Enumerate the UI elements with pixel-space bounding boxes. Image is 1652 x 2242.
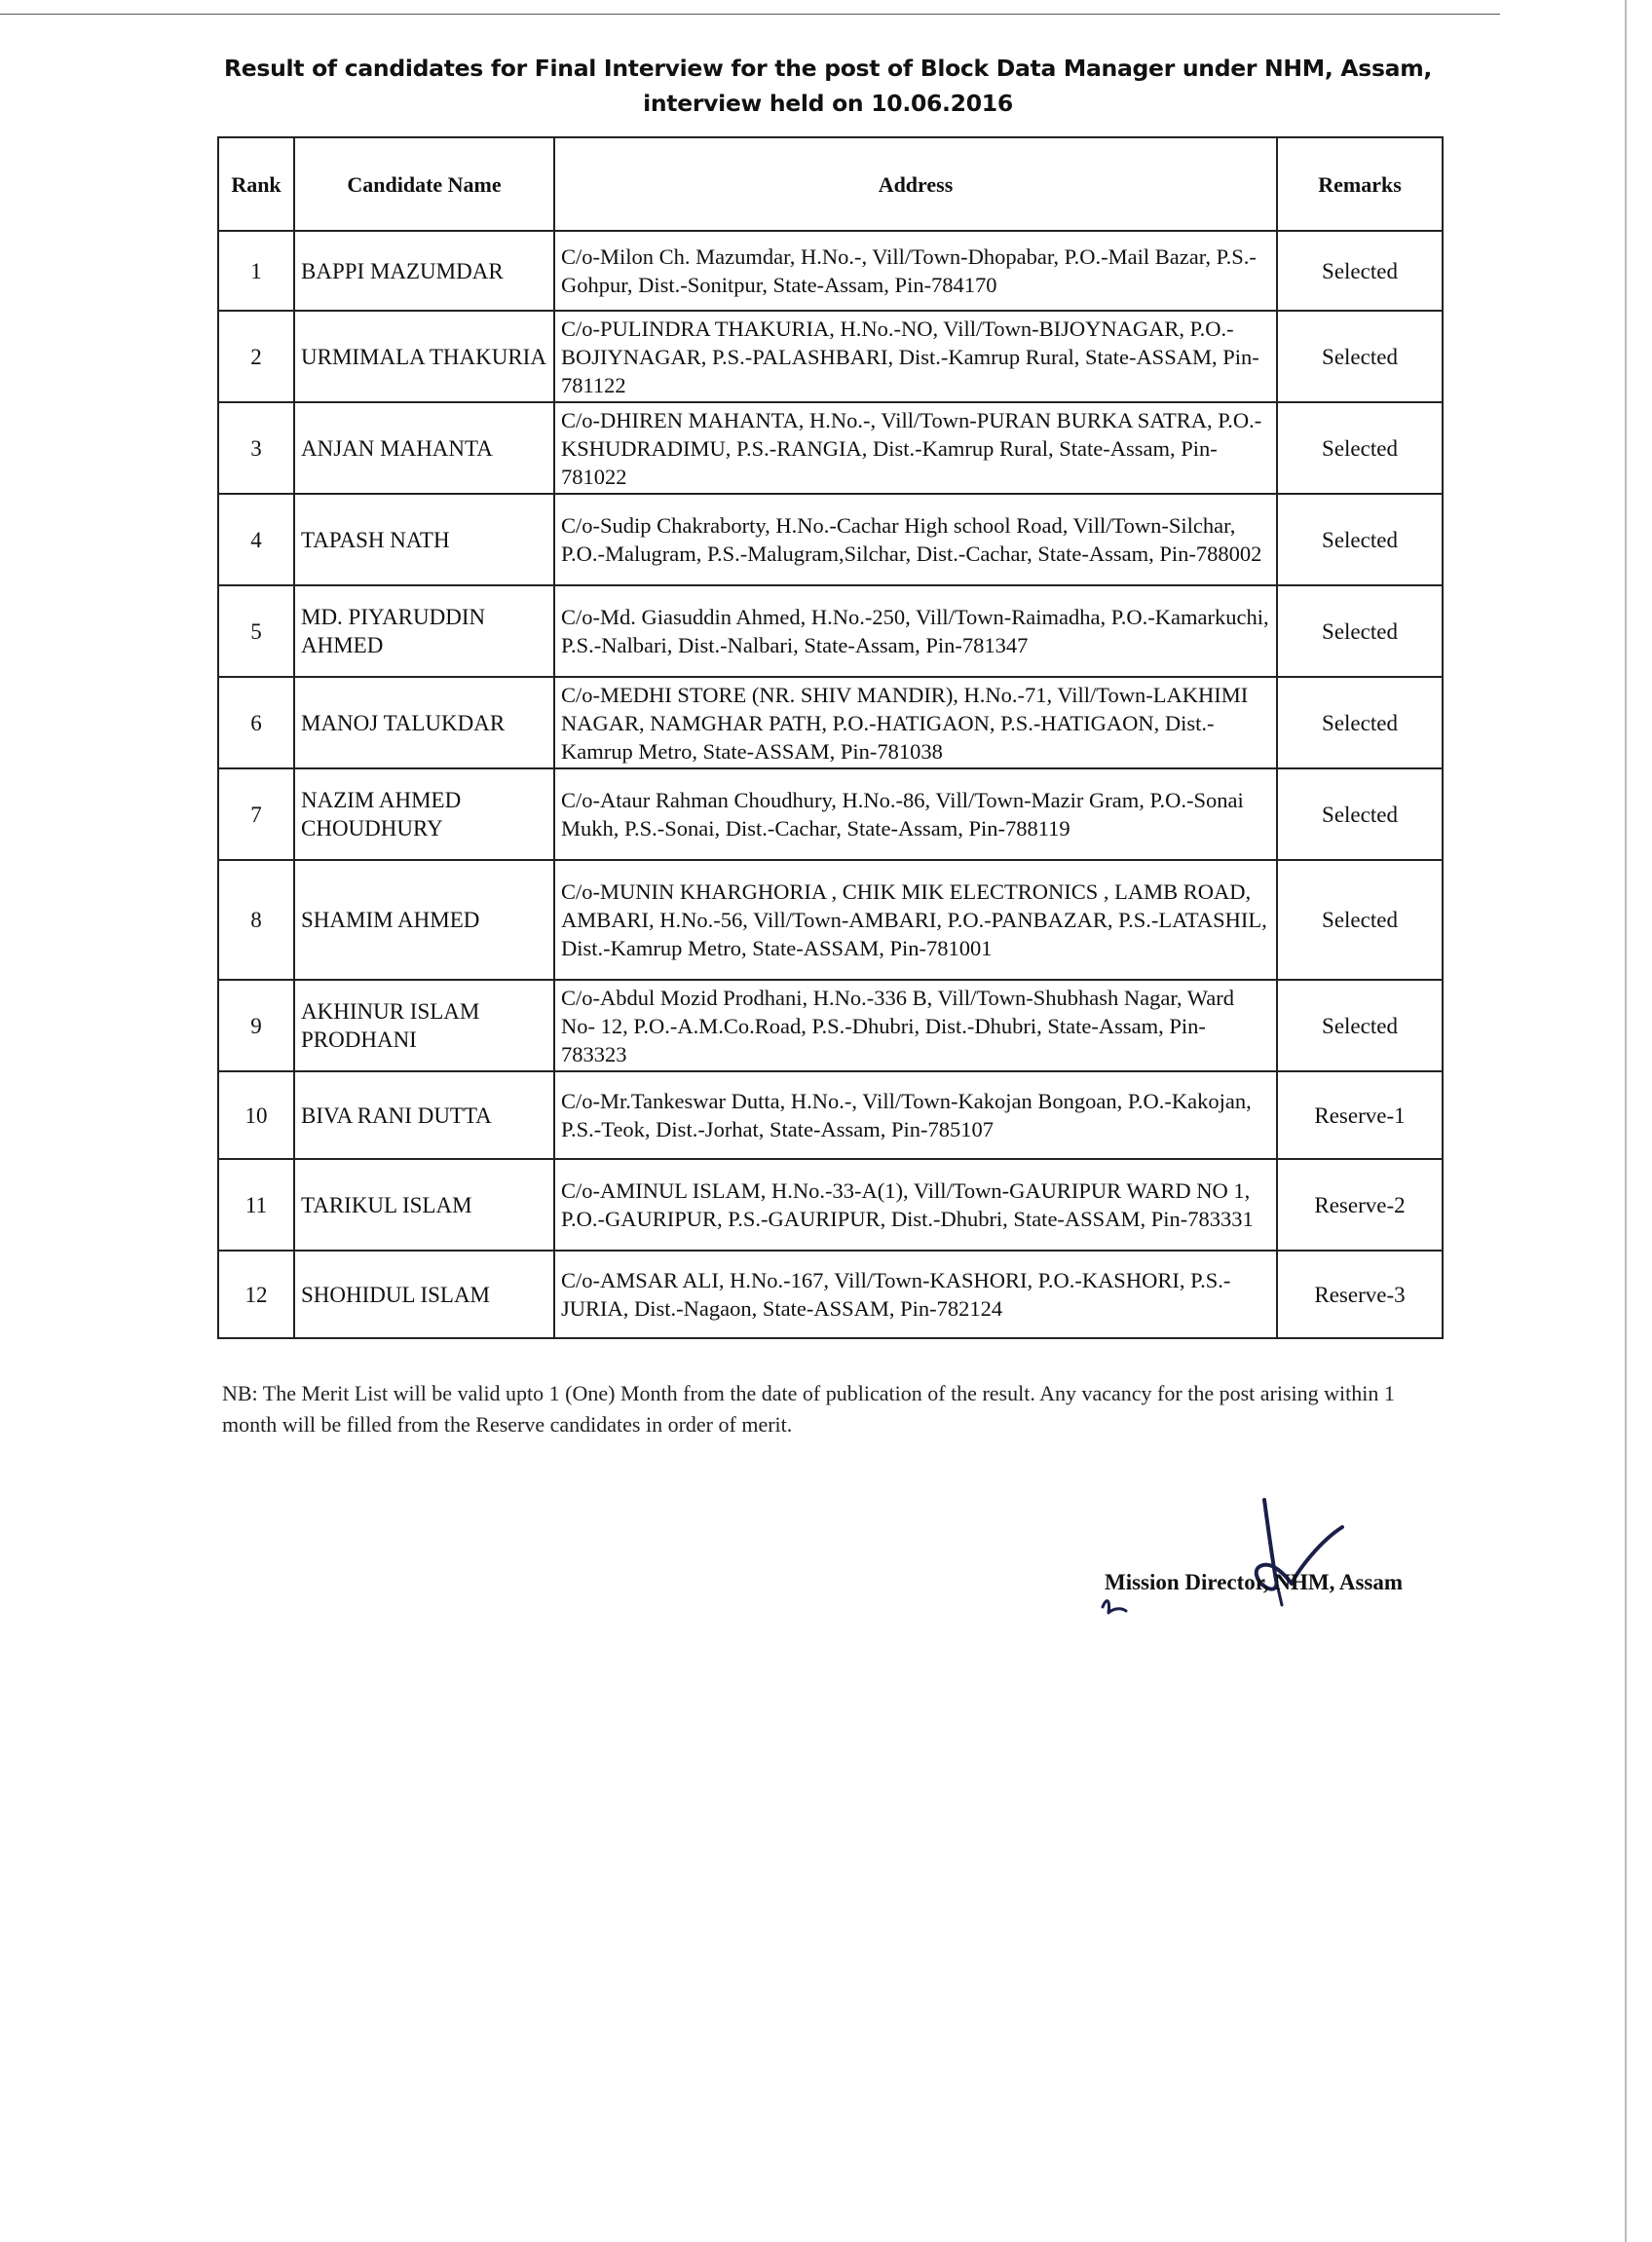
remarks-cell: Reserve-3	[1277, 1251, 1443, 1338]
rank-cell: 3	[218, 402, 294, 494]
address-cell: C/o-Mr.Tankeswar Dutta, H.No.-, Vill/Town-Kakojan Bongoan, P.O.-Kakojan, P.S.-Teok, Dist.-Jorhat, State-Assam, Pin-785107	[554, 1071, 1277, 1159]
table-header-row	[218, 137, 1443, 231]
remarks-cell: Selected	[1277, 980, 1443, 1071]
address-cell: C/o-MEDHI STORE (NR. SHIV MANDIR), H.No.-71, Vill/Town-LAKHIMI NAGAR, NAMGHAR PATH, P.O.-HATIGAON, P.S.-HATIGAON, Dist.-Kamrup Metro, State-ASSAM, Pin-781038	[554, 677, 1277, 768]
table-row	[218, 311, 1443, 402]
title-line-2: interview held on 10.06.2016	[643, 90, 1013, 117]
column-header-rank: Rank	[218, 137, 294, 231]
candidate-name-cell: MANOJ TALUKDAR	[294, 677, 554, 768]
rank-cell: 2	[218, 311, 294, 402]
rank-cell: 12	[218, 1251, 294, 1338]
page-title	[146, 51, 1510, 121]
title-line-1: Result of candidates for Final Interview for the post of Block Data Manager under NHM, Assam,	[223, 55, 1433, 82]
address-cell: C/o-AMSAR ALI, H.No.-167, Vill/Town-KASHORI, P.O.-KASHORI, P.S.-JURIA, Dist.-Nagaon, State-ASSAM, Pin-782124	[554, 1251, 1277, 1338]
remarks-cell: Selected	[1277, 677, 1443, 768]
address-cell: C/o-PULINDRA THAKURIA, H.No.-NO, Vill/Town-BIJOYNAGAR, P.O.-BOJIYNAGAR, P.S.-PALASHBARI, Dist.-Kamrup Rural, State-ASSAM, Pin-781122	[554, 311, 1277, 402]
rank-cell: 1	[218, 231, 294, 311]
column-header-address: Address	[554, 137, 1277, 231]
rank-cell: 5	[218, 585, 294, 677]
table-row	[218, 860, 1443, 980]
column-header-candidate-name: Candidate Name	[294, 137, 554, 231]
table-row	[218, 585, 1443, 677]
remarks-cell: Selected	[1277, 860, 1443, 980]
table-row	[218, 231, 1443, 311]
candidate-name-cell: ANJAN MAHANTA	[294, 402, 554, 494]
remarks-cell: Selected	[1277, 311, 1443, 402]
rank-cell: 9	[218, 980, 294, 1071]
table-row	[218, 402, 1443, 494]
address-cell: C/o-Sudip Chakraborty, H.No.-Cachar High school Road, Vill/Town-Silchar, P.O.-Malugram, P.S.-Malugram,Silchar, Dist.-Cachar, State-Assam, Pin-788002	[554, 494, 1277, 585]
remarks-cell: Selected	[1277, 494, 1443, 585]
address-cell: C/o-DHIREN MAHANTA, H.No.-, Vill/Town-PURAN BURKA SATRA, P.O.-KSHUDRADIMU, P.S.-RANGIA, Dist.-Kamrup Rural, State-Assam, Pin-781022	[554, 402, 1277, 494]
column-header-remarks: Remarks	[1277, 137, 1443, 231]
candidate-name-cell: SHOHIDUL ISLAM	[294, 1251, 554, 1338]
table-row	[218, 1251, 1443, 1338]
signatory-designation: Mission Director, NHM, Assam	[1105, 1570, 1404, 1594]
address-cell: C/o-Ataur Rahman Choudhury, H.No.-86, Vill/Town-Mazir Gram, P.O.-Sonai Mukh, P.S.-Sonai, Dist.-Cachar, State-Assam, Pin-788119	[554, 768, 1277, 860]
candidate-name-cell: TARIKUL ISLAM	[294, 1159, 554, 1251]
candidate-name-cell: URMIMALA THAKURIA	[294, 311, 554, 402]
handwritten-signature	[1091, 1490, 1344, 1626]
top-border-line	[0, 14, 1500, 15]
candidate-name-cell: BAPPI MAZUMDAR	[294, 231, 554, 311]
address-cell: C/o-Milon Ch. Mazumdar, H.No.-, Vill/Town-Dhopabar, P.O.-Mail Bazar, P.S.-Gohpur, Dist.-Sonitpur, State-Assam, Pin-784170	[554, 231, 1277, 311]
remarks-cell: Selected	[1277, 231, 1443, 311]
candidate-name-cell: BIVA RANI DUTTA	[294, 1071, 554, 1159]
table-row	[218, 677, 1443, 768]
remarks-cell: Selected	[1277, 402, 1443, 494]
table-row	[218, 768, 1443, 860]
remarks-cell: Selected	[1277, 585, 1443, 677]
table-row	[218, 1159, 1443, 1251]
remarks-cell: Selected	[1277, 768, 1443, 860]
remarks-cell: Reserve-1	[1277, 1071, 1443, 1159]
candidate-name-cell: SHAMIM AHMED	[294, 860, 554, 980]
rank-cell: 7	[218, 768, 294, 860]
table-row	[218, 1071, 1443, 1159]
table-row	[218, 494, 1443, 585]
candidate-name-cell: AKHINUR ISLAM PRODHANI	[294, 980, 554, 1071]
address-cell: C/o-MUNIN KHARGHORIA , CHIK MIK ELECTRONICS , LAMB ROAD, AMBARI, H.No.-56, Vill/Town-AMBARI, P.O.-PANBAZAR, P.S.-LATASHIL, Dist.-Kamrup Metro, State-ASSAM, Pin-781001	[554, 860, 1277, 980]
validity-note: NB: The Merit List will be valid upto 1 (One) Month from the date of publication of the result. Any vacancy for the post arising within 1 month will be filled from the Reserve candidates in order of merit.	[222, 1381, 1395, 1437]
rank-cell: 4	[218, 494, 294, 585]
candidate-name-cell: TAPASH NATH	[294, 494, 554, 585]
candidate-name-cell: NAZIM AHMED CHOUDHURY	[294, 768, 554, 860]
rank-cell: 11	[218, 1159, 294, 1251]
remarks-cell: Reserve-2	[1277, 1159, 1443, 1251]
rank-cell: 10	[218, 1071, 294, 1159]
address-cell: C/o-Abdul Mozid Prodhani, H.No.-336 B, Vill/Town-Shubhash Nagar, Ward No- 12, P.O.-A.M.Co.Road, P.S.-Dhubri, Dist.-Dhubri, State-Assam, Pin-783323	[554, 980, 1277, 1071]
rank-cell: 6	[218, 677, 294, 768]
candidate-name-cell: MD. PIYARUDDIN AHMED	[294, 585, 554, 677]
table-row	[218, 980, 1443, 1071]
results-table	[217, 136, 1444, 1339]
rank-cell: 8	[218, 860, 294, 980]
scan-edge-line	[1625, 0, 1627, 2242]
address-cell: C/o-AMINUL ISLAM, H.No.-33-A(1), Vill/Town-GAURIPUR WARD NO 1, P.O.-GAURIPUR, P.S.-GAURIPUR, Dist.-Dhubri, State-ASSAM, Pin-783331	[554, 1159, 1277, 1251]
address-cell: C/o-Md. Giasuddin Ahmed, H.No.-250, Vill/Town-Raimadha, P.O.-Kamarkuchi, P.S.-Nalbari, Dist.-Nalbari, State-Assam, Pin-781347	[554, 585, 1277, 677]
